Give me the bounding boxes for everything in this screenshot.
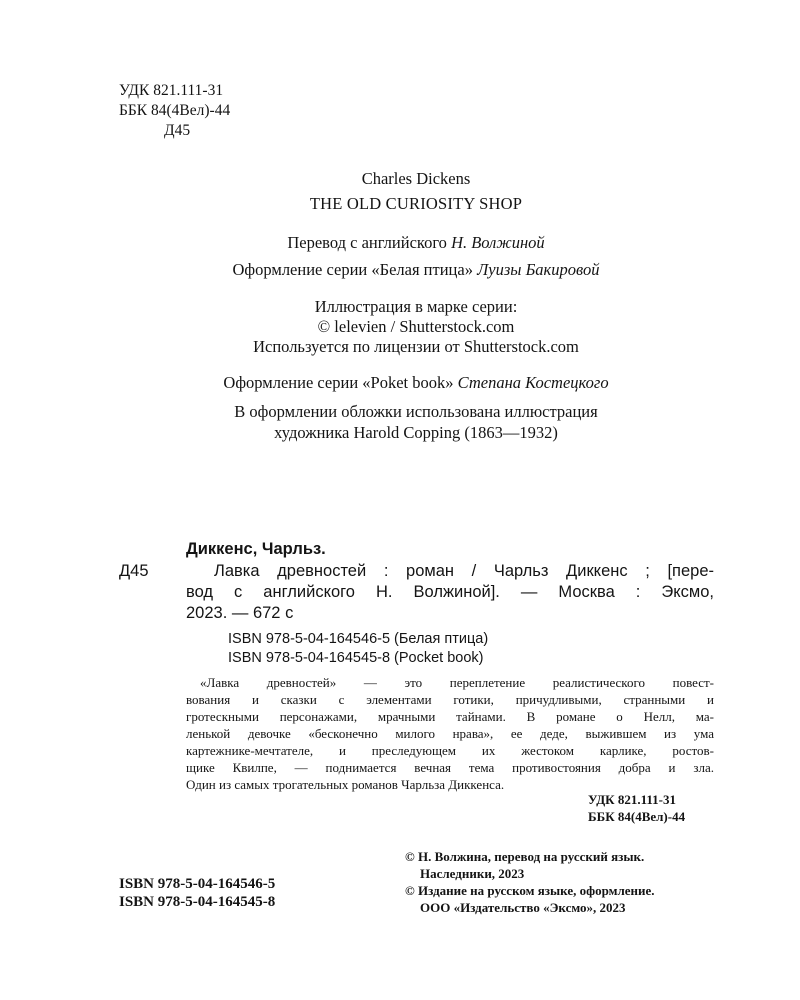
poket-design-credit (16, 372, 800, 393)
footer-isbn-1: ISBN 978-5-04-164546-5 (119, 876, 276, 892)
catalog-line-1: Лавка древностей : роман / Чарльз Диккенс ; [пере- (214, 562, 714, 580)
translation-prefix: Перевод с английского (287, 233, 452, 252)
translation-credit (16, 232, 800, 253)
poket-prefix: Оформление серии «Poket book» (223, 373, 458, 392)
annotation-line: вования и сказки с элементами готики, причудливыми, странными и (186, 692, 714, 707)
annotation-line: картежнике-мечтателе, и преследующем их жестоком карлике, ростов- (186, 743, 714, 758)
copyright-line-2: Наследники, 2023 (420, 866, 525, 881)
series-design-credit (16, 259, 800, 280)
footer-isbn-2: ISBN 978-5-04-164545-8 (119, 894, 276, 910)
udk-top: УДК 821.111-31 (119, 82, 224, 99)
illustration-line-2: © lelevien / Shutterstock.com (317, 317, 515, 336)
original-title: THE OLD CURIOSITY SHOP (309, 194, 523, 213)
catalog-author-mark: Д45 (119, 562, 149, 580)
annotation-line: ленькой девочке «бесконечно милого нрава», ее деде, выжившем из ума (186, 726, 714, 741)
cover-line-1: В оформлении обложки использована иллюстрация (234, 402, 598, 421)
catalog-author-heading: Диккенс, Чарльз. (186, 540, 326, 558)
copyright-line-4: ООО «Издательство «Эксмо», 2023 (420, 900, 626, 915)
annotation-line: Один из самых трогательных романов Чарльза Диккенса. (186, 777, 505, 792)
bbk-top: ББК 84(4Вел)-44 (119, 102, 231, 119)
series-designer-name: Луизы Бакировой (477, 260, 600, 279)
copyright-line-1: © Н. Волжина, перевод на русский язык. (405, 849, 645, 864)
catalog-isbn-2: ISBN 978-5-04-164545-8 (Pocket book) (228, 650, 484, 666)
catalog-line-2: вод с английского Н. Волжиной]. — Москва : Эксмо, (186, 583, 714, 601)
illustration-line-3: Используется по лицензии от Shutterstock.com (253, 337, 579, 356)
annotation (186, 674, 714, 793)
copyright-line-3: © Издание на русском языке, оформление. (405, 883, 655, 898)
catalog-line-3: 2023. — 672 с (186, 604, 294, 622)
cover-line-2: художника Harold Copping (1863—1932) (274, 423, 558, 442)
catalog-udk: УДК 821.111-31 (588, 792, 676, 807)
catalog-bbk: ББК 84(4Вел)-44 (588, 809, 686, 824)
author-mark-top: Д45 (164, 122, 191, 139)
series-design-prefix: Оформление серии «Белая птица» (232, 260, 478, 279)
annotation-line: щике Квилпе, — поднимается вечная тема противостояния добра и зла. (186, 760, 714, 775)
illustration-line-1: Иллюстрация в марке серии: (314, 297, 518, 316)
translator-name: Н. Волжиной (451, 233, 545, 252)
annotation-line: «Лавка древностей» — это переплетение реалистического повест- (200, 675, 714, 690)
original-author: Charles Dickens (361, 169, 471, 188)
catalog-isbn-1: ISBN 978-5-04-164546-5 (Белая птица) (228, 631, 489, 647)
poket-designer-name: Степана Костецкого (457, 373, 609, 392)
annotation-line: гротескными персонажами, мрачными тайнами. В романе о Нелл, ма- (186, 709, 714, 724)
